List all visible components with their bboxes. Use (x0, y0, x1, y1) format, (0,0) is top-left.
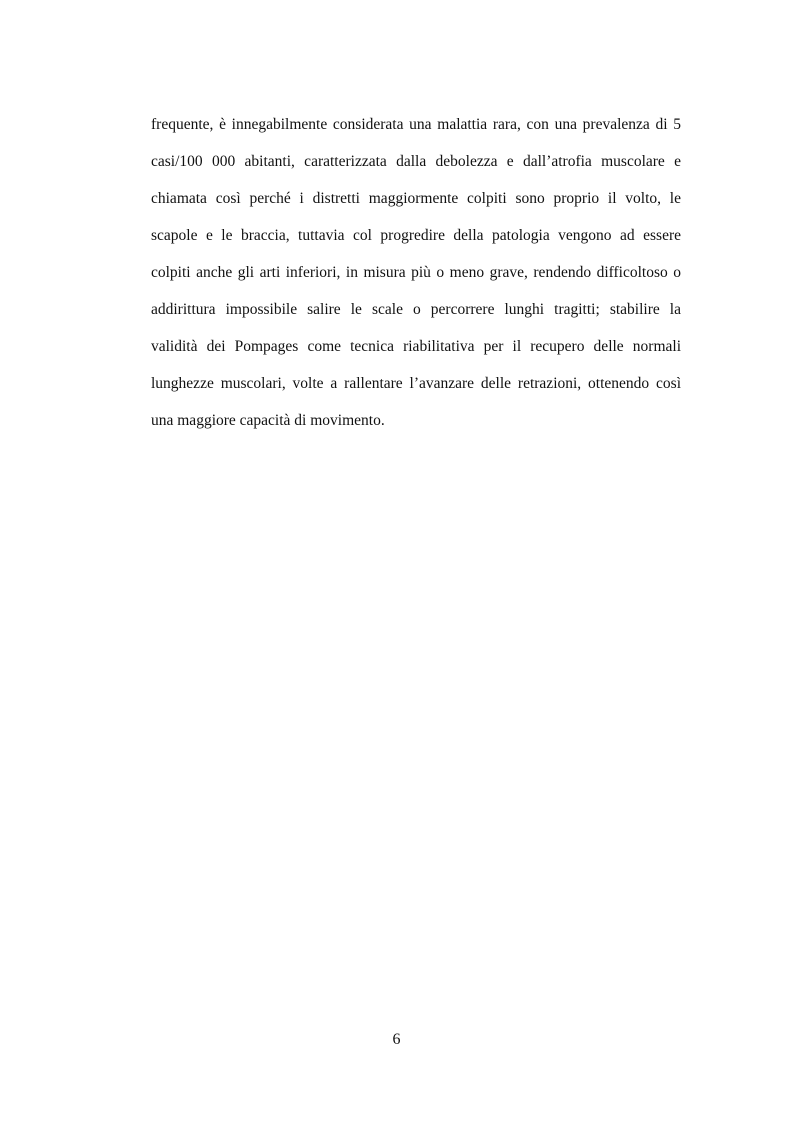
paragraph-line-4: scapole e le braccia, tuttavia col progredire della patologia vengono ad essere (151, 227, 681, 244)
paragraph-line-9: una maggiore capacità di movimento. (151, 412, 385, 429)
paragraph-line-3: chiamata così perché i distretti maggiormente colpiti sono proprio il volto, le (151, 190, 681, 207)
body-paragraph (151, 106, 681, 439)
page-number: 6 (392, 1031, 401, 1048)
paragraph-line-2: casi/100 000 abitanti, caratterizzata dalla debolezza e dall’atrofia muscolare e (151, 153, 681, 170)
paragraph-line-7: validità dei Pompages come tecnica riabilitativa per il recupero delle normali (151, 338, 681, 355)
paragraph-line-1: frequente, è innegabilmente considerata una malattia rara, con una prevalenza di 5 (151, 116, 681, 133)
paragraph-line-8: lunghezze muscolari, volte a rallentare l’avanzare delle retrazioni, ottenendo così (151, 375, 681, 392)
paragraph-line-6: addirittura impossibile salire le scale o percorrere lunghi tragitti; stabilire la (151, 301, 681, 318)
paragraph-line-5: colpiti anche gli arti inferiori, in misura più o meno grave, rendendo difficoltoso o (151, 264, 681, 281)
